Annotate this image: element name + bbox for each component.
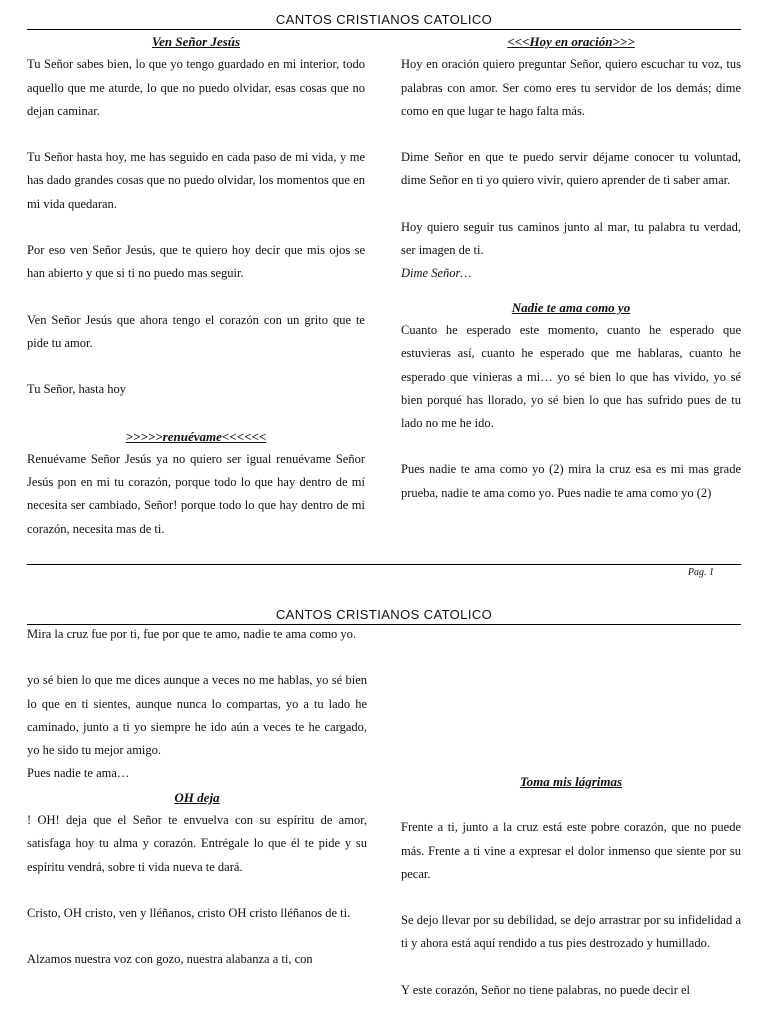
song-title: Ven Señor Jesús (151, 34, 241, 49)
song-paragraph: yo sé bien lo que me dices aunque a veces no me hablas, yo sé bien lo que en ti sientes, aunque nunca lo compartas, yo a tu lado he caminado, junto a ti yo siempre he ido aún a veces te he cargado, yo he sido tu mejor amigo. (27, 673, 367, 758)
song-paragraph: Mira la cruz fue por ti, fue por que te amo, nadie te ama como yo. (27, 627, 357, 641)
song-paragraph: Hoy quiero seguir tus caminos junto al mar, tu palabra tu verdad, ser imagen de ti. (401, 219, 741, 258)
song-paragraph: Tu Señor sabes bien, lo que yo tengo guardado en mi interior, todo aquello que me aturde, lo que no puedo olvidar, esas cosas que no dejan caminar. (27, 57, 365, 118)
page-header: CANTOS CRISTIANOS CATOLICO (275, 12, 493, 27)
song-title: Nadie te ama como yo (511, 299, 631, 315)
song-paragraph: Cuanto he esperado este momento, cuanto he esperado que estuvieras así, cuanto he esperado que me hablaras, cuanto he esperado que vinieras a mi… yo sé bien lo que has vivido, yo sé bien porqué has llorado, yo sé bien lo que has sufrido pues de tu lado no me he ido. (401, 322, 741, 431)
song-paragraph: Dime Señor en que te puedo servir déjame conocer tu voluntad, dime Señor en ti yo quiero vivir, quiero aprender de ti saber amar. (401, 150, 741, 188)
song-paragraph: Cristo, OH cristo, ven y lléñanos, cristo OH cristo lléñanos de ti. (27, 905, 351, 920)
song-paragraph: Y este corazón, Señor no tiene palabras, no puede decir el (401, 982, 691, 997)
song-title: Toma mis lágrimas (519, 774, 623, 789)
song-paragraph: ! OH! deja que el Señor te envuelva con su espíritu de amor, satisfaga hoy tu alma y corazón. Entrégale lo que él te pide y su espíritu vendrá, sobre ti vida nueva te dará. (27, 813, 367, 874)
page1-left-column (27, 30, 365, 541)
song-paragraph: Se dejo llevar por su debilidad, se dejo arrastrar por su infidelidad a ti y ahora está aquí rendido a tus pies destrozado y humillado. (401, 913, 741, 951)
page-number: Pag. 1 (687, 567, 714, 578)
song-paragraph: Renuévame Señor Jesús ya no quiero ser igual renuévame Señor Jesús pon en mi tu corazón, porque todo lo que hay dentro de mí necesita ser cambiado, Señor! porque todo lo que hay dentro de mi corazón, necesita mas de ti. (27, 451, 365, 536)
page2-left-column (27, 623, 367, 972)
song-paragraph: Por eso ven Señor Jesús, que te quiero hoy decir que mis ojos se han abierto y que si ti no puedo mas seguir. (27, 243, 365, 281)
page1-right-column (401, 30, 741, 505)
footer-rule (27, 564, 741, 565)
song-title: <<<Hoy en oración>>> (507, 34, 635, 49)
page-header: CANTOS CRISTIANOS CATOLICO (275, 607, 493, 622)
song-paragraph: Tu Señor, hasta hoy (27, 382, 127, 397)
song-paragraph: Pues nadie te ama como yo (2) mira la cruz esa es mi mas grade prueba, nadie te ama como yo. Pues nadie te ama como yo (2) (401, 462, 741, 500)
song-paragraph: Frente a ti, junto a la cruz está este pobre corazón, que no puede más. Frente a ti vine a expresar el dolor inmenso que siente por su pecar. (401, 820, 741, 881)
song-title: OH deja (174, 789, 220, 805)
song-title: >>>>>renuévame<<<<<< (125, 428, 267, 444)
song-paragraph: Tu Señor hasta hoy, me has seguido en cada paso de mi vida, y me has dado grandes cosas que no puedo olvidar, los momentos que en mi vida quedaran. (27, 150, 365, 211)
page2-right-column (401, 770, 741, 1002)
song-paragraph: Pues nadie te ama… (27, 766, 130, 781)
song-paragraph: Dime Señor… (401, 266, 472, 281)
song-paragraph: Hoy en oración quiero preguntar Señor, quiero escuchar tu voz, tus palabras con amor. Ser como eres tu servidor de los demás; dime como en que lugar te hago falta más. (401, 57, 741, 118)
song-paragraph: Ven Señor Jesús que ahora tengo el corazón con un grito que te pide tu amor. (27, 312, 365, 350)
song-paragraph: Alzamos nuestra voz con gozo, nuestra alabanza a ti, con (27, 952, 313, 967)
